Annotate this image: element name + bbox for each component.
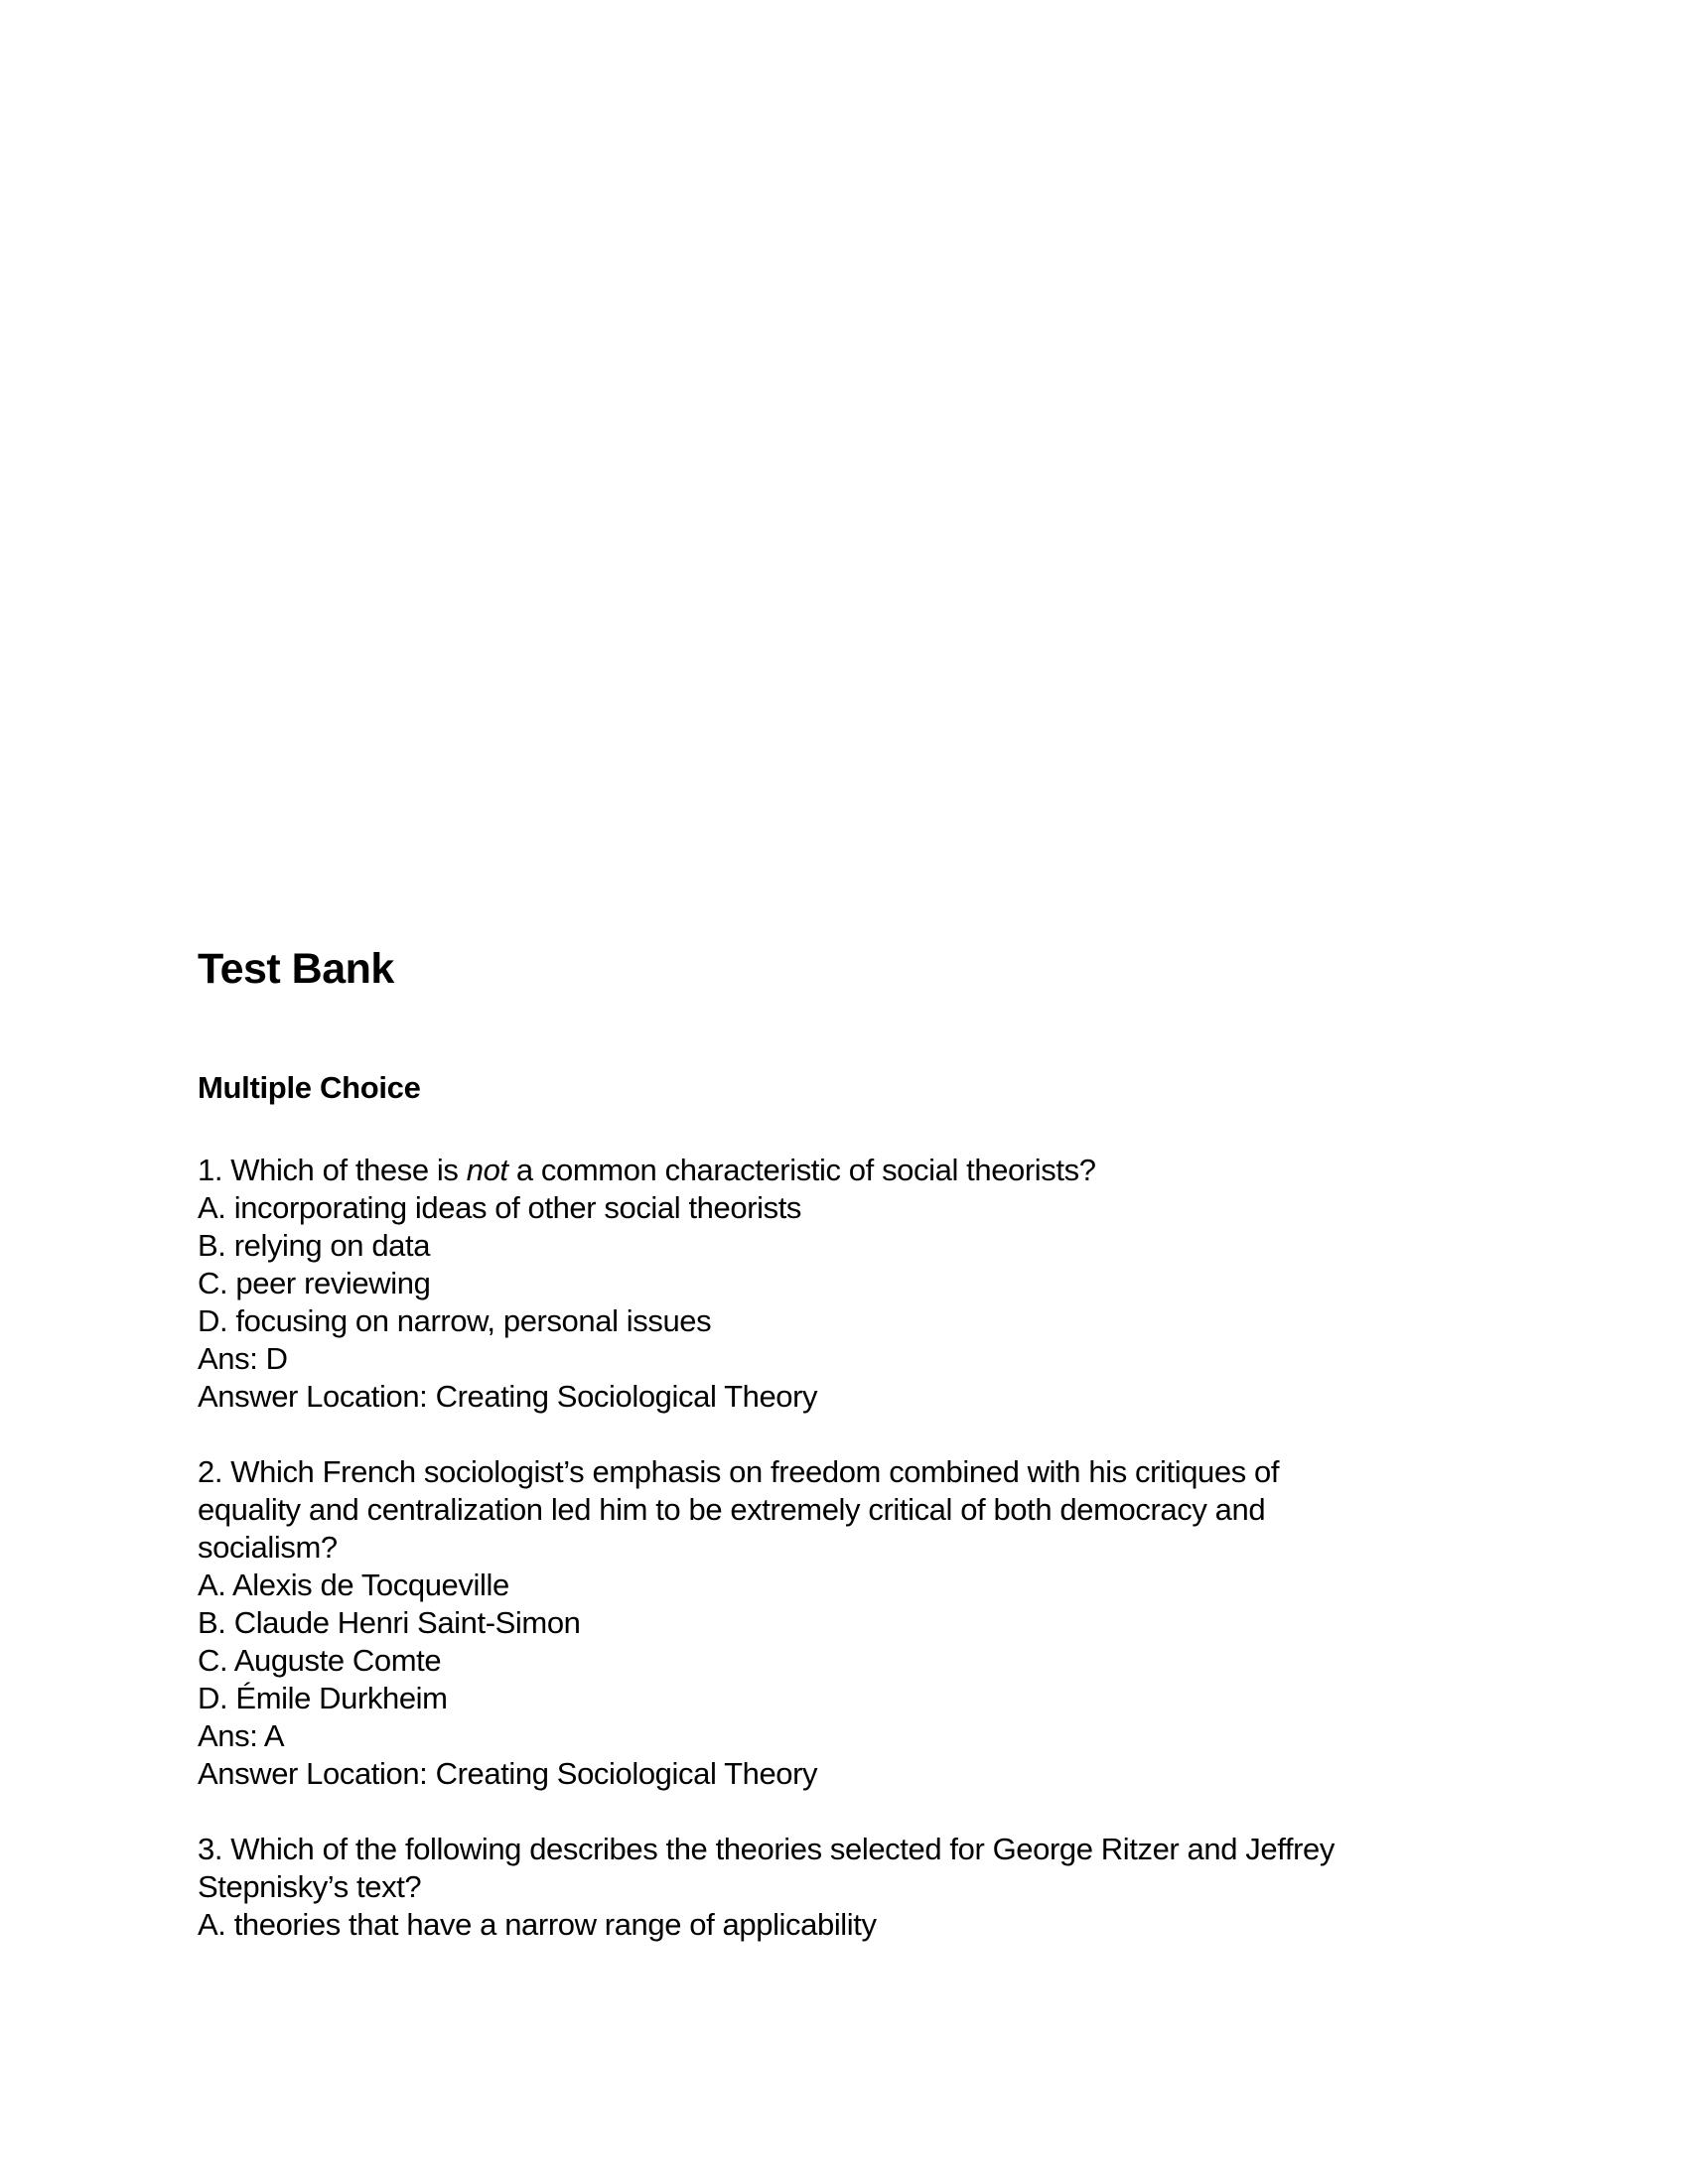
stem-text: 1. Which of these is bbox=[198, 1153, 467, 1187]
question-stem: socialism? bbox=[198, 1530, 338, 1565]
question-1 bbox=[198, 1152, 1508, 1416]
stem-emphasis: not bbox=[466, 1153, 508, 1187]
answer: Ans: A bbox=[198, 1718, 285, 1753]
question-stem: Stepnisky’s text? bbox=[198, 1869, 422, 1904]
option-c: C. peer reviewing bbox=[198, 1266, 431, 1300]
option-a: A. Alexis de Tocqueville bbox=[198, 1568, 509, 1602]
answer: Ans: D bbox=[198, 1341, 288, 1376]
question-stem: 2. Which French sociologist’s emphasis on freedom combined with his critiques of bbox=[198, 1454, 1280, 1489]
answer-location: Answer Location: Creating Sociological Theory bbox=[198, 1756, 818, 1791]
question-2 bbox=[198, 1453, 1508, 1793]
option-d: D. Émile Durkheim bbox=[198, 1681, 448, 1715]
question-stem bbox=[198, 1152, 1508, 1189]
stem-text: a common characteristic of social theorists? bbox=[507, 1153, 1096, 1187]
option-a: A. theories that have a narrow range of applicability bbox=[198, 1907, 877, 1942]
question-stem: equality and centralization led him to be extremely critical of both democracy and bbox=[198, 1492, 1266, 1527]
answer-location: Answer Location: Creating Sociological Theory bbox=[198, 1379, 818, 1414]
option-b: B. Claude Henri Saint-Simon bbox=[198, 1605, 581, 1640]
section-heading: Multiple Choice bbox=[198, 1070, 421, 1105]
page-title: Test Bank bbox=[198, 945, 394, 993]
option-a: A. incorporating ideas of other social theorists bbox=[198, 1190, 802, 1225]
question-stem: 3. Which of the following describes the theories selected for George Ritzer and Jeffrey bbox=[198, 1832, 1335, 1866]
option-b: B. relying on data bbox=[198, 1228, 431, 1263]
question-3 bbox=[198, 1831, 1508, 1944]
option-c: C. Auguste Comte bbox=[198, 1643, 442, 1678]
option-d: D. focusing on narrow, personal issues bbox=[198, 1303, 712, 1338]
question-list bbox=[198, 1152, 1508, 1981]
